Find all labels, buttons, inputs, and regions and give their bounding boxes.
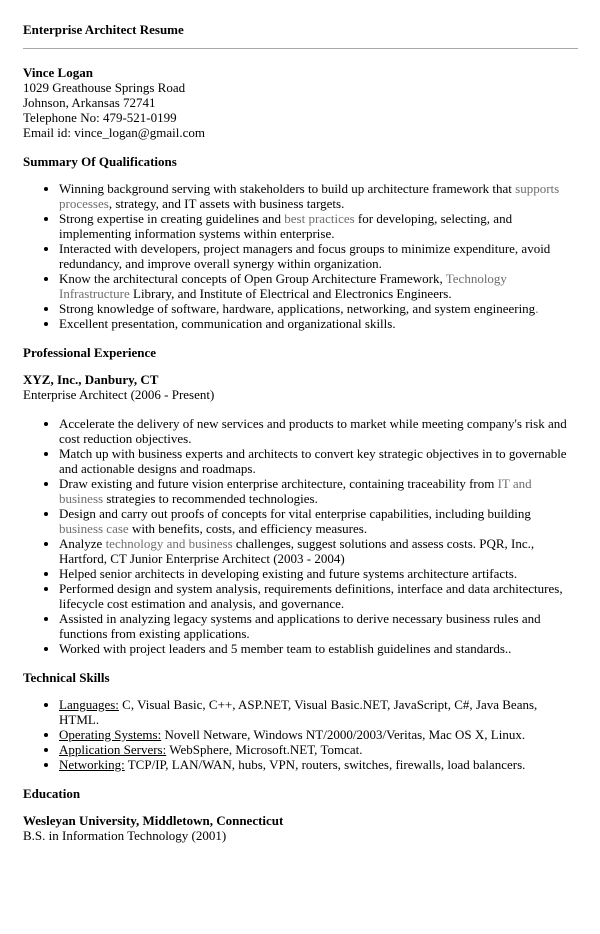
resume-page bbox=[23, 22, 578, 843]
experience-item: • Helped senior architects in developing existing and future systems architecture artifacts. bbox=[59, 566, 578, 581]
experience-item: • Assisted in analyzing legacy systems and applications to derive necessary business rules and functions from existing applications. bbox=[59, 611, 578, 641]
skill-item: • Operating Systems: Novell Netware, Windows NT/2000/2003/Veritas, Mac OS X, Linux. bbox=[59, 727, 578, 742]
skill-item: • Application Servers: WebSphere, Microsoft.NET, Tomcat. bbox=[59, 742, 578, 757]
skill-label: Operating Systems: bbox=[59, 727, 162, 742]
inline-link[interactable]: business case bbox=[59, 521, 129, 536]
summary-item: • Strong expertise in creating guidelines and best practices for developing, selecting, and implementing information systems within enterprise. bbox=[59, 211, 578, 241]
inline-link[interactable]: best practices bbox=[284, 211, 355, 226]
experience-item: • Draw existing and future vision enterprise architecture, containing traceability from IT and business strategies to recommended technologies. bbox=[59, 476, 578, 506]
address-line-1: 1029 Greathouse Springs Road bbox=[23, 80, 186, 95]
summary-item: • Winning background serving with stakeholders to build up architecture framework that supports processes, strategy, and IT assets with business targets. bbox=[59, 181, 578, 211]
summary-item: • Excellent presentation, communication and organizational skills. bbox=[59, 316, 578, 331]
education-heading: Education bbox=[23, 786, 81, 801]
contact-block bbox=[23, 65, 578, 140]
summary-item: • Interacted with developers, project managers and focus groups to minimize expenditure, avoid redundancy, and improve overall synergy within organization. bbox=[59, 241, 578, 271]
experience-item: • Design and carry out proofs of concepts for vital enterprise capabilities, including building business case with benefits, costs, and efficiency measures. bbox=[59, 506, 578, 536]
inline-link[interactable]: . bbox=[535, 301, 539, 316]
skills-heading: Technical Skills bbox=[23, 670, 110, 685]
skill-label: Networking: bbox=[59, 757, 125, 772]
title-divider bbox=[23, 48, 578, 49]
telephone: Telephone No: 479-521-0199 bbox=[23, 110, 177, 125]
skill-label: Application Servers: bbox=[59, 742, 167, 757]
skill-item: • Languages: C, Visual Basic, C++, ASP.NET, Visual Basic.NET, JavaScript, C#, Java Beans, HTML. bbox=[59, 697, 578, 727]
skill-item: • Networking: TCP/IP, LAN/WAN, hubs, VPN, routers, switches, firewalls, load balancers. bbox=[59, 757, 578, 772]
experience-item: • Analyze technology and business challenges, suggest solutions and assess costs. PQR, Inc., Hartford, CT Junior Enterprise Architect (2003 - 2004) bbox=[59, 536, 578, 566]
experience-item: • Match up with business experts and architects to convert key strategic objectives in to governable and actionable designs and roadmaps. bbox=[59, 446, 578, 476]
email: Email id: vince_logan@gmail.com bbox=[23, 125, 206, 140]
inline-link[interactable]: IT and business bbox=[59, 476, 532, 506]
experience-list bbox=[23, 416, 578, 656]
inline-link[interactable]: supports processes bbox=[59, 181, 560, 211]
candidate-name: Vince Logan bbox=[23, 65, 93, 80]
experience-item: • Worked with project leaders and 5 member team to establish guidelines and standards.. bbox=[59, 641, 578, 656]
degree: B.S. in Information Technology (2001) bbox=[23, 828, 227, 843]
document-title: Enterprise Architect Resume bbox=[23, 22, 184, 37]
experience-item: • Accelerate the delivery of new services and products to market while meeting company's risk and cost reduction objectives. bbox=[59, 416, 578, 446]
skill-label: Languages: bbox=[59, 697, 119, 712]
summary-item: • Strong knowledge of software, hardware, applications, networking, and system engineering. bbox=[59, 301, 578, 316]
inline-link[interactable]: technology and business bbox=[105, 536, 233, 551]
skills-list bbox=[23, 697, 578, 772]
inline-link[interactable]: Technology Infrastructure bbox=[59, 271, 507, 301]
address-line-2: Johnson, Arkansas 72741 bbox=[23, 95, 156, 110]
summary-item: • Know the architectural concepts of Open Group Architecture Framework, Technology Infrastructure Library, and Institute of Electrical and Electronics Engineers. bbox=[59, 271, 578, 301]
summary-list bbox=[23, 181, 578, 331]
experience-item: • Performed design and system analysis, requirements definitions, interface and data architectures, lifecycle cost estimation and analysis, and governance. bbox=[59, 581, 578, 611]
school-name: Wesleyan University, Middletown, Connecticut bbox=[23, 813, 284, 828]
company-name: XYZ, Inc., Danbury, CT bbox=[23, 372, 159, 387]
summary-heading: Summary Of Qualifications bbox=[23, 154, 177, 169]
job-role: Enterprise Architect (2006 - Present) bbox=[23, 387, 215, 402]
experience-heading: Professional Experience bbox=[23, 345, 156, 360]
